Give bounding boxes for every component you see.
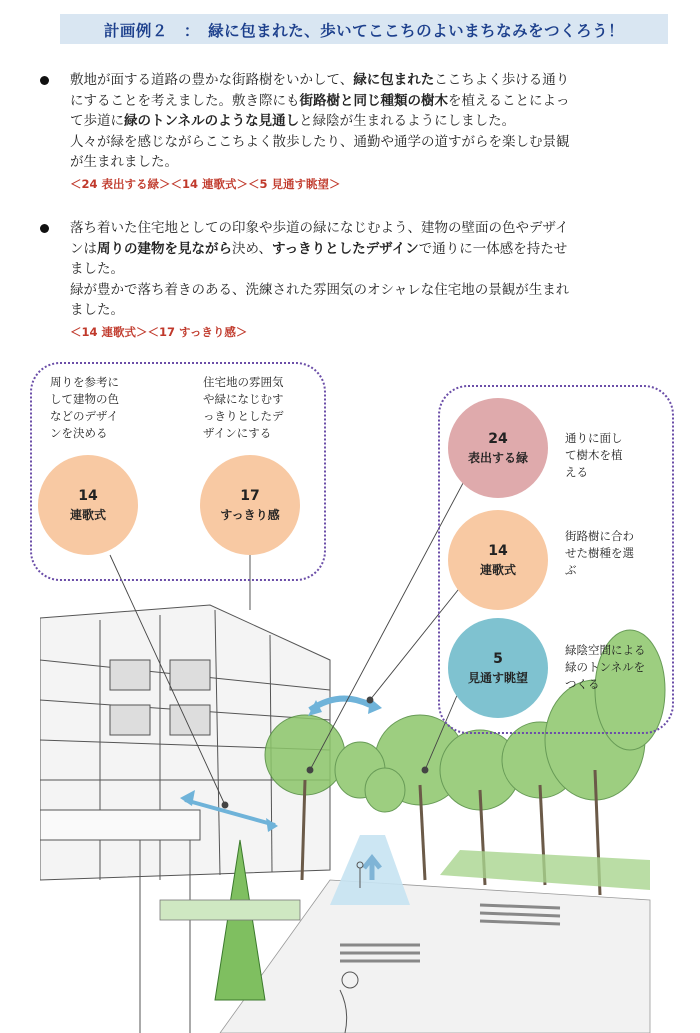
paragraph-line: ました。 <box>70 302 124 318</box>
paragraph-line: 落ち着いた住宅地としての印象や歩道の緑になじむよう、建物の壁面の色やデザイ <box>70 220 569 236</box>
note-green-tunnel: 緑陰空間による 緑のトンネルを つくる <box>565 643 646 691</box>
note-surrounding-buildings: 周りを参考に して建物の色 などのデザイ ンを決める <box>50 375 119 440</box>
page-title: 計画例２ ： 緑に包まれた、歩いてここちのよいまちなみをつくろう！ <box>103 22 625 40</box>
bullet-body <box>70 70 670 193</box>
bullet-dot <box>40 76 49 85</box>
paragraph-line: 敷地が面する道路の豊かな街路樹をいかして、緑に包まれたここちよく歩ける通り <box>70 72 570 88</box>
note-tree-species: 街路樹に合わ せた樹種を選 ぶ <box>565 529 634 577</box>
paragraph-line: ンは周りの建物を見ながら決め、すっきりとしたデザインで通りに一体感を持たせ <box>70 240 568 257</box>
tag-list: ＜24 表出する緑＞＜14 連歌式＞＜5 見通す眺望＞ <box>70 176 341 191</box>
paragraph-line: 人々が緑を感じながらここちよく散歩したり、通勤や通学の道すがらを楽しむ景観 <box>70 133 570 150</box>
badge-vista: 5 見通す眺望 <box>448 618 548 718</box>
paragraph-line: 緑が豊かで落ち着きのある、洗練された雰囲気のオシャレな住宅地の景観が生まれ <box>70 281 570 298</box>
paragraph-line: ました。 <box>70 261 124 277</box>
badge-clean-feel: 17 すっきり感 <box>200 455 300 555</box>
note-clean-design: 住宅地の雰囲気 や緑になじむす っきりとしたデ ザインにする <box>203 375 284 440</box>
paragraph-line: が生まれました。 <box>70 154 178 170</box>
bullet-dot <box>40 224 49 233</box>
badge-renga-style: 14 連歌式 <box>38 455 138 555</box>
badge-visible-green: 24 表出する緑 <box>448 398 548 498</box>
title-banner <box>60 14 668 44</box>
paragraph-line: にすることを考えました。敷き際にも街路樹と同じ種類の樹木を植えることによっ <box>70 92 570 109</box>
paragraph-line: て歩道に緑のトンネルのような見通しと緑陰が生まれるようにしました。 <box>70 113 516 129</box>
bullet-body <box>70 218 670 341</box>
tag-list: ＜14 連歌式＞＜17 すっきり感＞ <box>70 324 248 339</box>
streetscape-figure <box>40 360 670 1033</box>
note-plant-trees: 通りに面し て樹木を植 える <box>565 431 623 479</box>
badge-renga-style-2: 14 連歌式 <box>448 510 548 610</box>
